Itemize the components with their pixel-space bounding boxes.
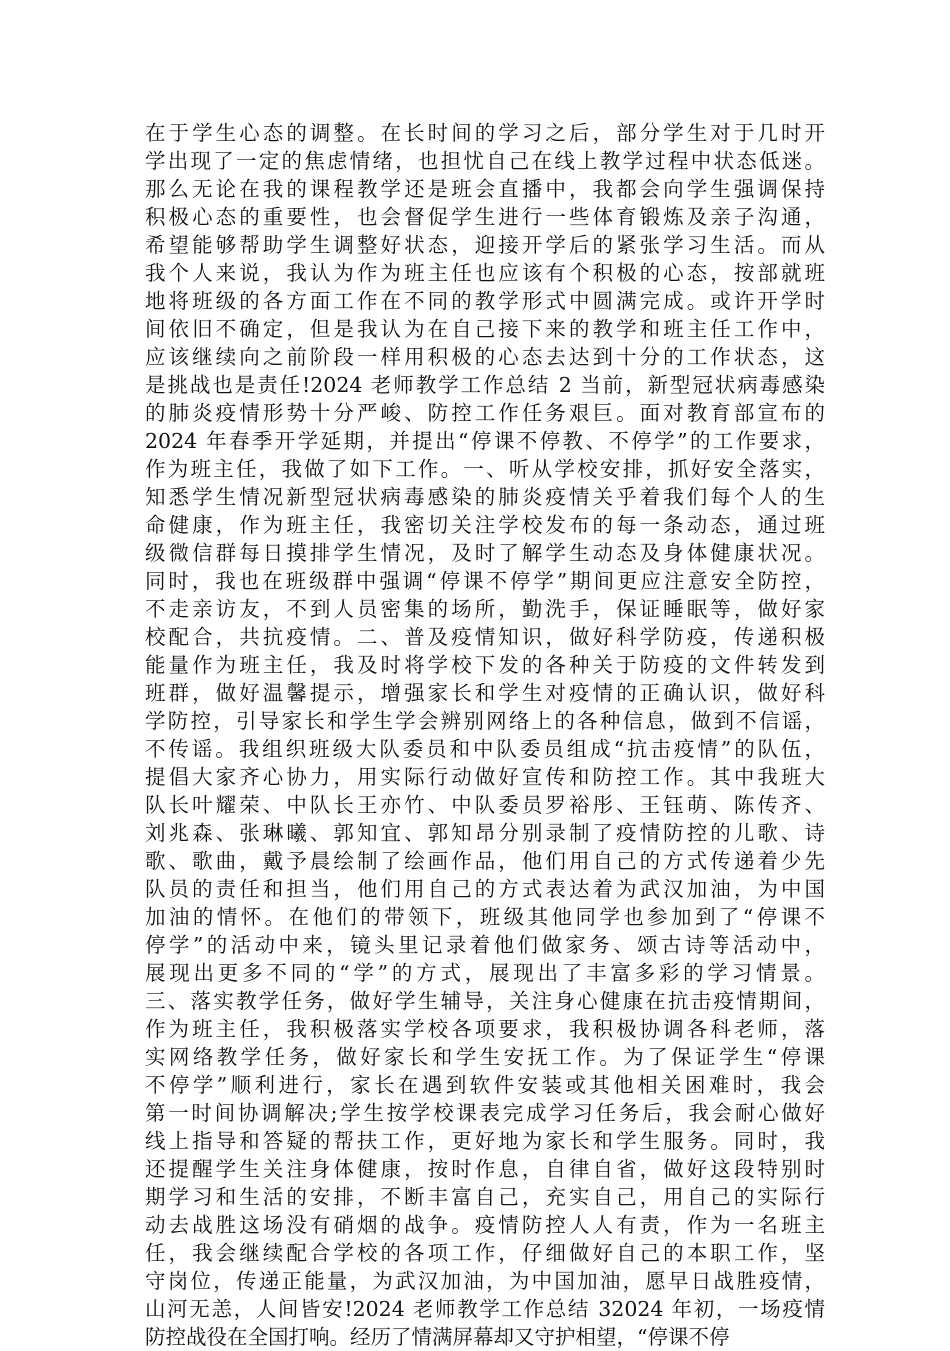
- text-line: 班群，做好温馨提示，增强家长和学生对疫情的正确认识，做好科: [145, 681, 825, 705]
- text-line: 不停学”顺利进行，家长在遇到软件安装或其他相关困难时，我会: [145, 1073, 825, 1097]
- text-line: 展现出更多不同的“学”的方式，展现出了丰富多彩的学习情景。: [145, 961, 825, 985]
- text-line: 不传谣。我组织班级大队委员和中队委员组成“抗击疫情”的队伍，: [145, 737, 825, 761]
- text-line: 那么无论在我的课程教学还是班会直播中，我都会向学生强调保持: [145, 177, 825, 201]
- text-line: 三、落实教学任务，做好学生辅导，关注身心健康在抗击疫情期间，: [145, 989, 825, 1013]
- text-line: 级微信群每日摸排学生情况，及时了解学生动态及身体健康状况。: [145, 541, 825, 565]
- text-line: 命健康，作为班主任，我密切关注学校发布的每一条动态，通过班: [145, 513, 825, 537]
- text-line: 作为班主任，我做了如下工作。一、听从学校安排，抓好安全落实，: [145, 457, 825, 481]
- text-line: 提倡大家齐心协力，用实际行动做好宣传和防控工作。其中我班大: [145, 765, 825, 789]
- text-line: 第一时间协调解决;学生按学校课表完成学习任务后，我会耐心做好: [145, 1101, 825, 1125]
- text-line: 作为班主任，我积极落实学校各项要求，我积极协调各科老师，落: [145, 1017, 825, 1041]
- text-line: 加油的情怀。在他们的带领下，班级其他同学也参加到了“停课不: [145, 905, 825, 929]
- text-line: 不走亲访友，不到人员密集的场所，勤洗手，保证睡眠等，做好家: [145, 597, 825, 621]
- text-line: 地将班级的各方面工作在不同的教学形式中圆满完成。或许开学时: [145, 289, 825, 313]
- text-line: 刘兆森、张琳曦、郭知宜、郭知昂分别录制了疫情防控的儿歌、诗: [145, 821, 825, 845]
- text-line: 知悉学生情况新型冠状病毒感染的肺炎疫情关乎着我们每个人的生: [145, 485, 825, 509]
- text-line: 动去战胜这场没有硝烟的战争。疫情防控人人有责，作为一名班主: [145, 1213, 825, 1237]
- text-line: 积极心态的重要性，也会督促学生进行一些体育锻炼及亲子沟通，: [145, 205, 825, 229]
- text-line: 能量作为班主任，我及时将学校下发的各种关于防疫的文件转发到: [145, 653, 825, 677]
- body-text: [145, 119, 825, 1351]
- text-line: 学出现了一定的焦虑情绪，也担忧自己在线上教学过程中状态低迷。: [145, 149, 825, 173]
- text-line: 是挑战也是责任!2024 老师教学工作总结 2 当前，新型冠状病毒感染: [145, 373, 825, 397]
- text-line: 歌、歌曲，戴予晨绘制了绘画作品，他们用自己的方式传递着少先: [145, 849, 825, 873]
- text-line: 2024 年春季开学延期，并提出“停课不停教、不停学”的工作要求，: [145, 429, 825, 453]
- text-line: 学防控，引导家长和学生学会辨别网络上的各种信息，做到不信谣，: [145, 709, 825, 733]
- text-line: 同时，我也在班级群中强调“停课不停学”期间更应注意安全防控，: [145, 569, 825, 593]
- text-line: 线上指导和答疑的帮扶工作，更好地为家长和学生服务。同时，我: [145, 1129, 825, 1153]
- text-line: 应该继续向之前阶段一样用积极的心态去达到十分的工作状态，这: [145, 345, 825, 369]
- text-line: 停学”的活动中来，镜头里记录着他们做家务、颂古诗等活动中，: [145, 933, 825, 957]
- text-line: 守岗位，传递正能量，为武汉加油，为中国加油，愿早日战胜疫情，: [145, 1269, 825, 1293]
- text-line: 实网络教学任务，做好家长和学生安抚工作。为了保证学生“停课: [145, 1045, 825, 1069]
- text-line: 在于学生心态的调整。在长时间的学习之后，部分学生对于几时开: [145, 121, 825, 145]
- text-line: 队员的责任和担当，他们用自己的方式表达着为武汉加油，为中国: [145, 877, 825, 901]
- text-line: 任，我会继续配合学校的各项工作，仔细做好自己的本职工作，坚: [145, 1241, 825, 1265]
- text-line: 防控战役在全国打响。经历了情满屏幕却又守护相望，“停课不停: [145, 1325, 730, 1349]
- text-line: 间依旧不确定，但是我认为在自己接下来的教学和班主任工作中，: [145, 317, 825, 341]
- text-line: 期学习和生活的安排，不断丰富自己，充实自己，用自己的实际行: [145, 1185, 825, 1209]
- text-line: 山河无恙，人间皆安!2024 老师教学工作总结 32024 年初，一场疫情: [145, 1297, 825, 1321]
- text-line: 希望能够帮助学生调整好状态，迎接开学后的紧张学习生活。而从: [145, 233, 825, 257]
- text-line: 队长叶耀荣、中队长王亦竹、中队委员罗裕彤、王钰萌、陈传齐、: [145, 793, 825, 817]
- text-line: 我个人来说，我认为作为班主任也应该有个积极的心态，按部就班: [145, 261, 825, 285]
- text-line: 还提醒学生关注身体健康，按时作息，自律自省，做好这段特别时: [145, 1157, 825, 1181]
- text-line: 的肺炎疫情形势十分严峻、防控工作任务艰巨。面对教育部宣布的: [145, 401, 825, 425]
- text-line: 校配合，共抗疫情。二、普及疫情知识，做好科学防疫，传递积极: [145, 625, 825, 649]
